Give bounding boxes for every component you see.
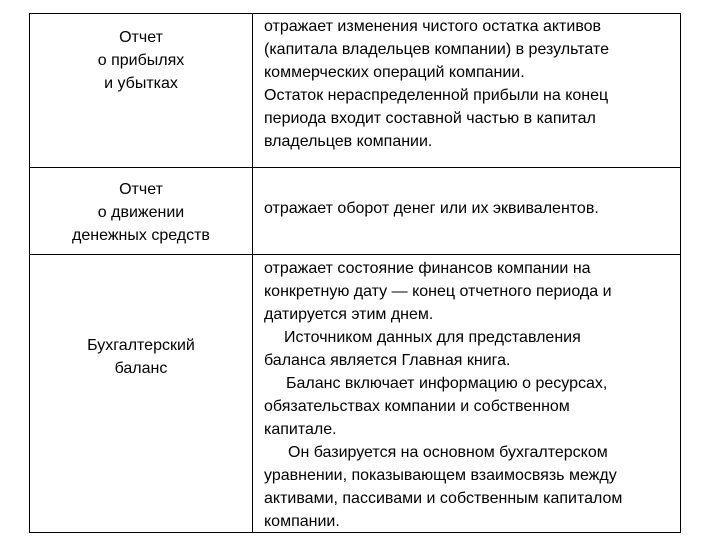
term-line: денежных средств [72, 226, 210, 244]
financial-statements-table [29, 13, 681, 533]
row-divider [30, 254, 680, 255]
definition-line: владельцев компании. [264, 133, 433, 150]
definition-line: периода входит составной частью в капитал [264, 110, 596, 127]
definition-line: отражает изменения чистого остатка активов [264, 18, 602, 35]
definition-line: компании. [264, 513, 340, 530]
term-cell-income-statement [30, 14, 252, 167]
definition-line: Баланс включает информацию о ресурсах, [286, 375, 608, 392]
term-line: Бухгалтерский [87, 337, 195, 354]
term-cell-balance-sheet [30, 257, 252, 457]
row-divider [30, 167, 680, 168]
definition-line: активами, пассивами и собственным капиталом [264, 490, 623, 507]
definition-line: конкретную дату — конец отчетного периода и [264, 283, 612, 300]
definition-cell-income-statement [264, 15, 678, 153]
definition-line: баланса является Главная книга. [264, 352, 511, 369]
definition-line: отражает оборот денег или их эквивалентов. [264, 200, 599, 217]
term-cell-cash-flow [30, 170, 252, 254]
definition-line: Остаток нераспределенной прибыли на конец [264, 87, 609, 104]
definition-line: уравнении, показывающем взаимосвязь между [264, 467, 617, 484]
definition-line: коммерческих операций компании. [264, 64, 525, 81]
definition-line: (капитала владельцев компании) в результате [264, 41, 609, 58]
term-line: о прибылях [97, 52, 185, 69]
definition-line: датируется этим днем. [264, 306, 434, 323]
term-line: баланс [114, 360, 168, 377]
definition-line: отражает состояние финансов компании на [264, 260, 591, 277]
definition-line: капитале. [264, 421, 337, 438]
definition-line: Он базируется на основном бухгалтерском [288, 444, 608, 461]
term-line: Отчет [119, 180, 163, 198]
term-line: и убытках [104, 75, 178, 92]
column-divider [252, 14, 253, 532]
definition-cell-balance-sheet [264, 257, 678, 533]
term-line: Отчет [119, 29, 163, 46]
definition-cell-cash-flow [264, 197, 678, 220]
term-line: о движении [97, 203, 185, 221]
definition-line: Источником данных для представления [284, 329, 581, 346]
definition-line: обязательствах компании и собственном [264, 398, 570, 415]
